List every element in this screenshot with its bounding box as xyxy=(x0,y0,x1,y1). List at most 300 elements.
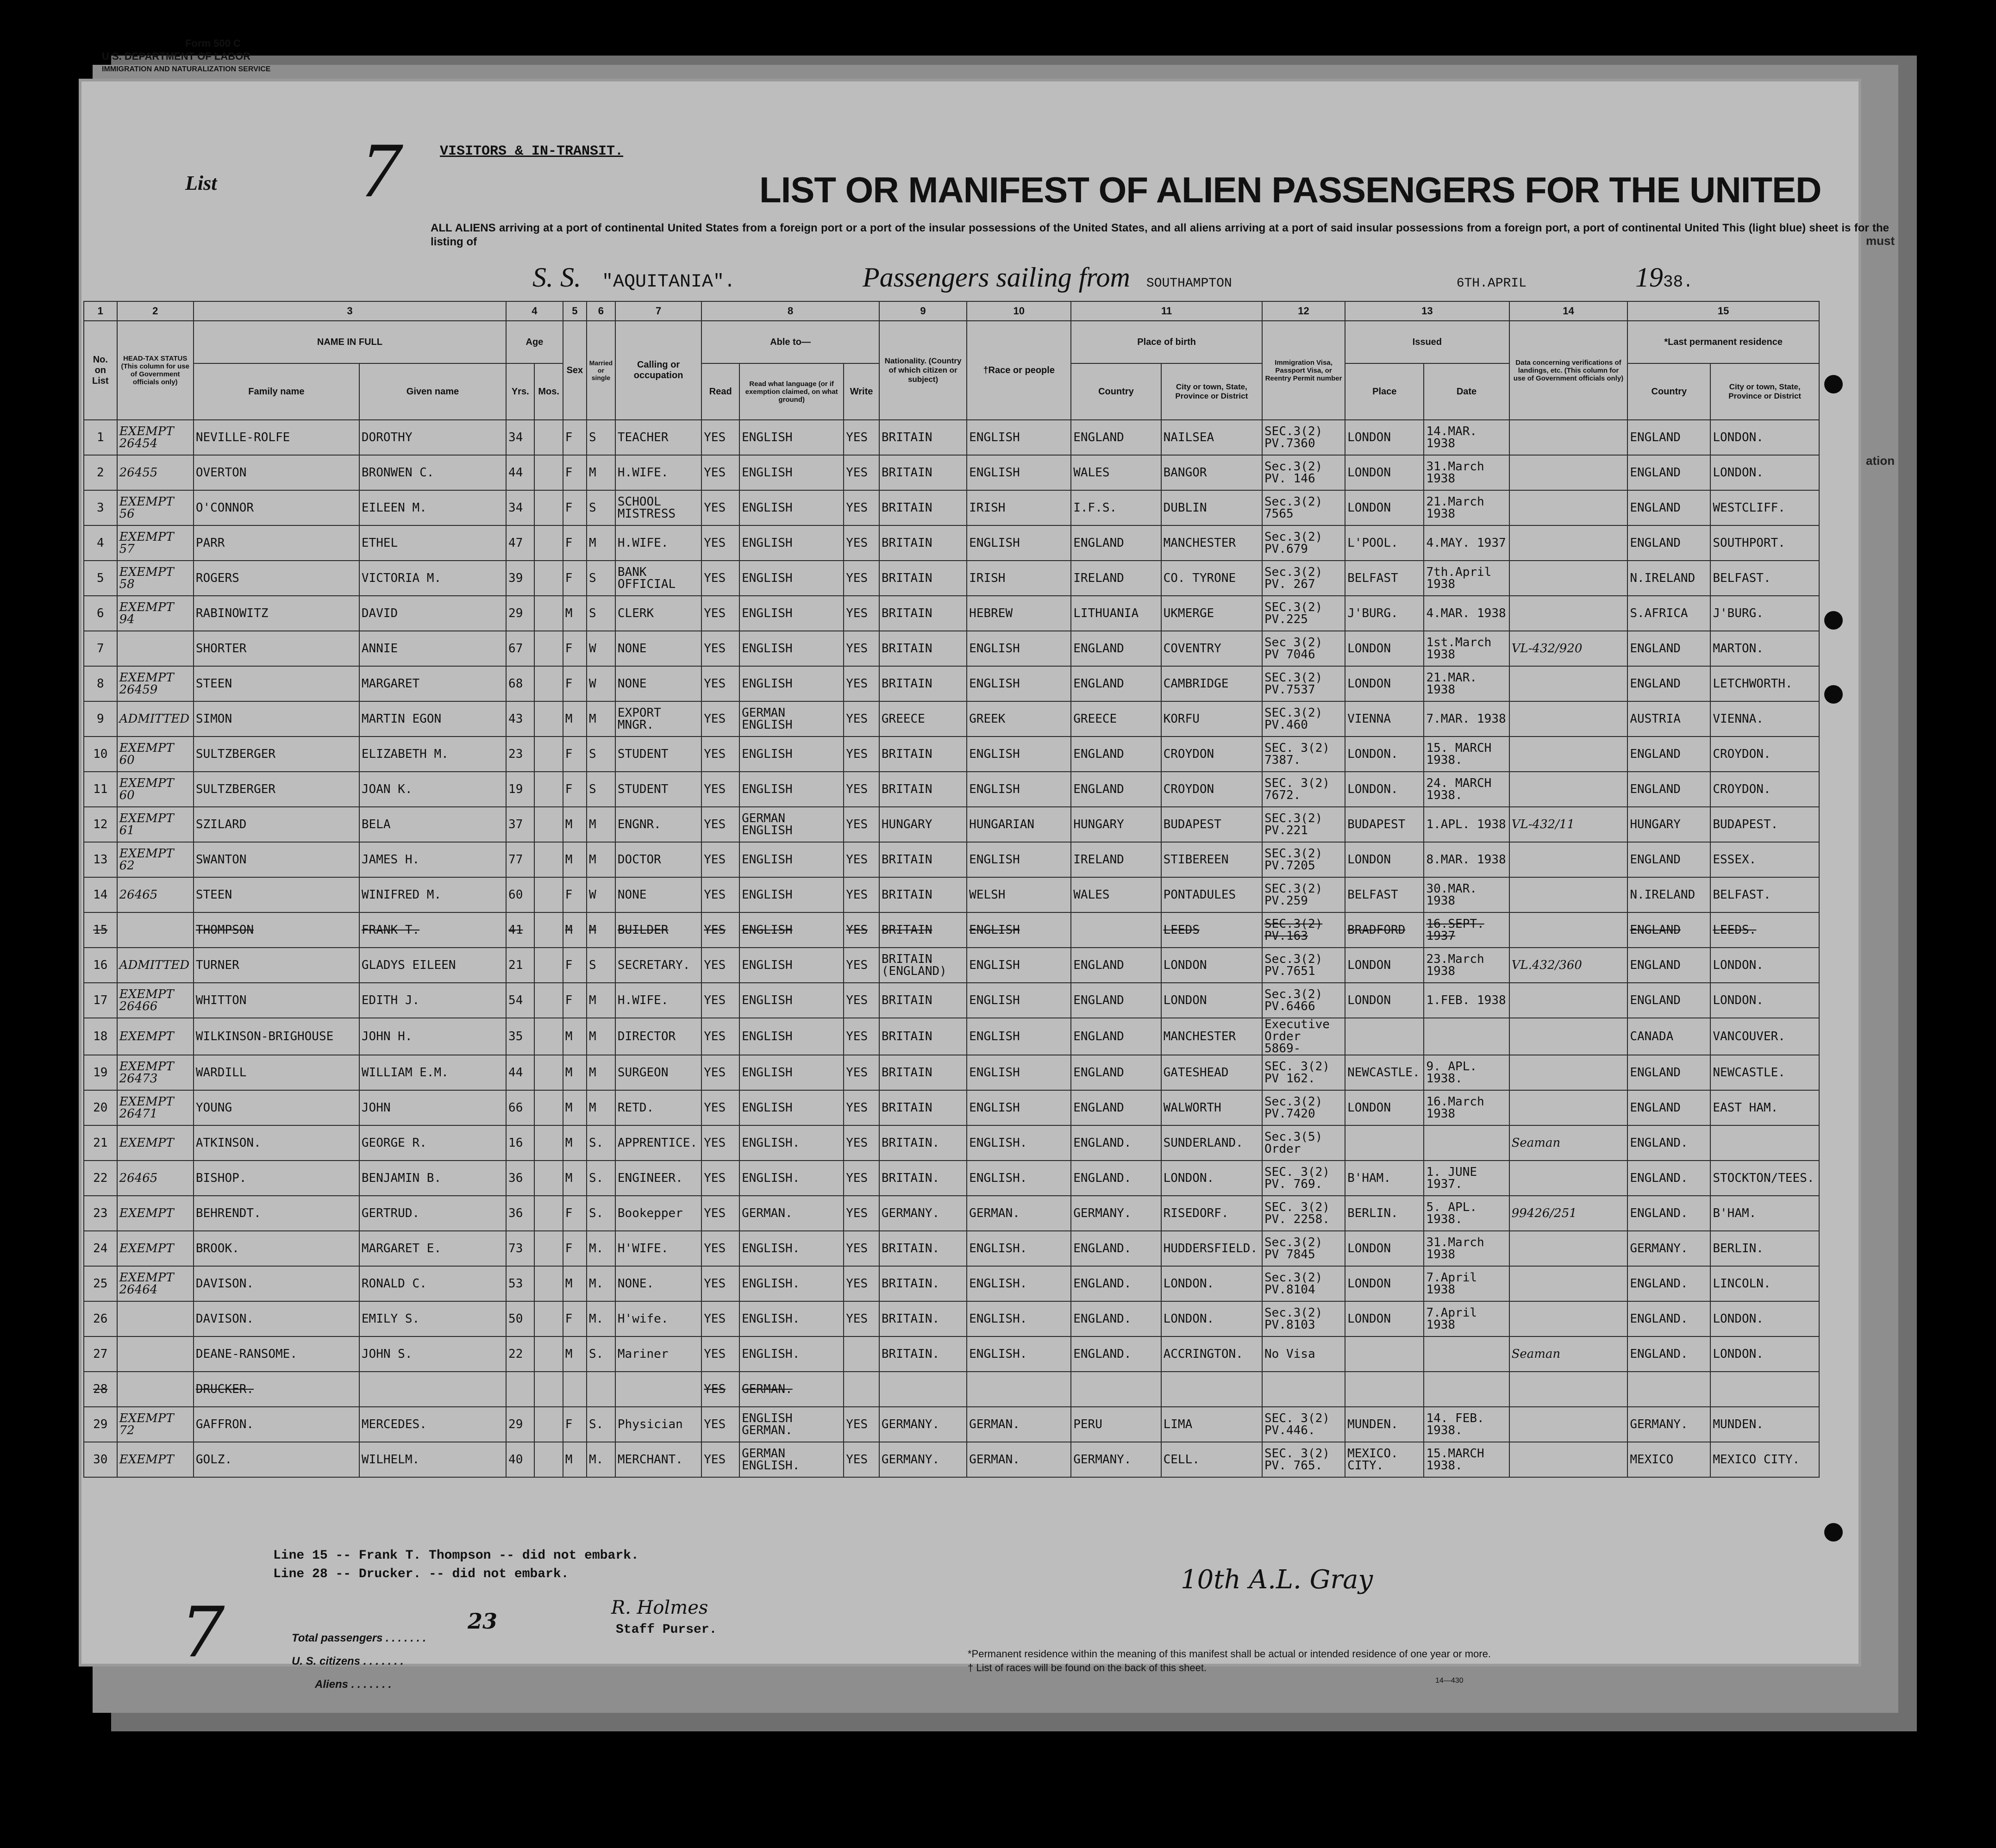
head-tax-status: EXEMPT 26459 xyxy=(117,666,194,701)
race: ENGLISH. xyxy=(967,1161,1071,1196)
birth-country xyxy=(1071,912,1161,948)
birth-city: UKMERGE xyxy=(1161,596,1262,631)
table-row xyxy=(84,1407,1819,1442)
issued-place xyxy=(1345,1372,1424,1407)
col-calling: Calling or occupation xyxy=(615,321,701,420)
verification xyxy=(1509,912,1628,948)
birth-country: GERMANY. xyxy=(1071,1196,1161,1231)
can-write: YES xyxy=(844,737,879,772)
can-read: YES xyxy=(701,525,739,561)
issued-date: 15. MARCH 1938. xyxy=(1424,737,1509,772)
marital-status: S. xyxy=(587,1336,615,1372)
nationality: BRITAIN xyxy=(879,983,967,1018)
issued-date: 7.April 1938 xyxy=(1424,1266,1509,1301)
visa-number: Sec.3(2) PV 7845 xyxy=(1262,1231,1345,1266)
given-name: WILHELM. xyxy=(359,1442,506,1477)
birth-city: GATESHEAD xyxy=(1161,1055,1262,1090)
sex: F xyxy=(563,737,587,772)
visa-number: SEC.3(2) PV.225 xyxy=(1262,596,1345,631)
can-read: YES xyxy=(701,561,739,596)
age-months xyxy=(534,1442,563,1477)
column-number: 15 xyxy=(1627,301,1819,321)
age-years: 34 xyxy=(506,420,534,455)
col-head-tax: HEAD-TAX STATUS (This column for use of Government officials only) xyxy=(117,321,194,420)
visa-number: SEC. 3(2) PV 162. xyxy=(1262,1055,1345,1090)
residence-country: S.AFRICA xyxy=(1627,596,1710,631)
verification: VL-432/920 xyxy=(1509,631,1628,666)
age-years: 44 xyxy=(506,1055,534,1090)
table-row xyxy=(84,561,1819,596)
residence-country: ENGLAND xyxy=(1627,525,1710,561)
read-language: ENGLISH xyxy=(739,737,844,772)
birth-country: LITHUANIA xyxy=(1071,596,1161,631)
age-months xyxy=(534,877,563,912)
issued-place: LONDON xyxy=(1345,631,1424,666)
birth-country: WALES xyxy=(1071,877,1161,912)
verification xyxy=(1509,1231,1628,1266)
race: ENGLISH xyxy=(967,948,1071,983)
can-write: YES xyxy=(844,525,879,561)
given-name: MARGARET xyxy=(359,666,506,701)
visa-number: SEC.3(2) PV.221 xyxy=(1262,807,1345,842)
visa-number: Executive Order 5869- xyxy=(1262,1018,1345,1055)
visa-number: SEC.3(2) PV.259 xyxy=(1262,877,1345,912)
occupation: Mariner xyxy=(615,1336,701,1372)
family-name: GAFFRON. xyxy=(194,1407,359,1442)
issued-place: L'POOL. xyxy=(1345,525,1424,561)
service: IMMIGRATION AND NATURALIZATION SERVICE xyxy=(102,65,271,73)
can-read: YES xyxy=(701,701,739,737)
birth-city xyxy=(1161,1372,1262,1407)
age-years: 37 xyxy=(506,807,534,842)
issued-place: LONDON xyxy=(1345,948,1424,983)
race: ENGLISH xyxy=(967,455,1071,490)
verification xyxy=(1509,666,1628,701)
can-read: YES xyxy=(701,1018,739,1055)
nationality: BRITAIN xyxy=(879,561,967,596)
issued-date: 1st.March 1938 xyxy=(1424,631,1509,666)
issued-place: BRADFORD xyxy=(1345,912,1424,948)
occupation: SURGEON xyxy=(615,1055,701,1090)
table-row xyxy=(84,455,1819,490)
form-code: 14—430 xyxy=(1435,1677,1464,1685)
birth-country: ENGLAND xyxy=(1071,525,1161,561)
birth-country: IRELAND xyxy=(1071,561,1161,596)
family-name: RABINOWITZ xyxy=(194,596,359,631)
line-number: 11 xyxy=(84,772,117,807)
signature: 10th A.L. Gray xyxy=(1181,1565,1373,1595)
residence-country: ENGLAND xyxy=(1627,842,1710,877)
issued-date: 4.MAY. 1937 xyxy=(1424,525,1509,561)
head-tax-status: EXEMPT 26471 xyxy=(117,1090,194,1125)
can-read: YES xyxy=(701,1442,739,1477)
marital-status: S xyxy=(587,420,615,455)
sex: M xyxy=(563,701,587,737)
marital-status: W xyxy=(587,666,615,701)
visa-number: Sec 3(2) PV 7046 xyxy=(1262,631,1345,666)
column-number: 13 xyxy=(1345,301,1509,321)
read-language: ENGLISH xyxy=(739,631,844,666)
age-years: 73 xyxy=(506,1231,534,1266)
marital-status: S xyxy=(587,596,615,631)
col-family: Family name xyxy=(194,363,359,420)
table-row xyxy=(84,1090,1819,1125)
birth-city: CO. TYRONE xyxy=(1161,561,1262,596)
read-language: ENGLISH. xyxy=(739,1125,844,1161)
residence-country: ENGLAND xyxy=(1627,1090,1710,1125)
list-type: VISITORS & IN-TRANSIT. xyxy=(440,144,624,159)
race: ENGLISH xyxy=(967,737,1071,772)
line-number: 27 xyxy=(84,1336,117,1372)
sex: F xyxy=(563,525,587,561)
column-number: 2 xyxy=(117,301,194,321)
age-months xyxy=(534,1336,563,1372)
col-residence: *Last permanent residence xyxy=(1627,321,1819,363)
line-number: 20 xyxy=(84,1090,117,1125)
line-number: 12 xyxy=(84,807,117,842)
col-married: Married or single xyxy=(587,321,615,420)
head-tax-status xyxy=(117,912,194,948)
given-name: WINIFRED M. xyxy=(359,877,506,912)
nationality: BRITAIN. xyxy=(879,1231,967,1266)
birth-city: BANGOR xyxy=(1161,455,1262,490)
family-name: TURNER xyxy=(194,948,359,983)
marital-status: M. xyxy=(587,1231,615,1266)
sex: M xyxy=(563,596,587,631)
visa-number: SEC. 3(2) PV. 2258. xyxy=(1262,1196,1345,1231)
residence-country: ENGLAND xyxy=(1627,420,1710,455)
aliens-label: Aliens . . . . . . . xyxy=(315,1678,392,1691)
birth-country: IRELAND xyxy=(1071,842,1161,877)
age-years: 22 xyxy=(506,1336,534,1372)
age-months xyxy=(534,1231,563,1266)
race: ENGLISH xyxy=(967,420,1071,455)
ship-prefix: S. S. xyxy=(532,262,581,293)
family-name: BISHOP. xyxy=(194,1161,359,1196)
column-number: 12 xyxy=(1262,301,1345,321)
age-years: 34 xyxy=(506,490,534,525)
issued-date xyxy=(1424,1336,1509,1372)
age-years: 44 xyxy=(506,455,534,490)
occupation: MERCHANT. xyxy=(615,1442,701,1477)
table-row xyxy=(84,1442,1819,1477)
can-read: YES xyxy=(701,1266,739,1301)
verification xyxy=(1509,1018,1628,1055)
age-years: 29 xyxy=(506,596,534,631)
birth-city: LEEDS xyxy=(1161,912,1262,948)
can-write: YES xyxy=(844,1266,879,1301)
read-language: GERMAN. xyxy=(739,1196,844,1231)
visa-number: Sec.3(2) PV.7420 xyxy=(1262,1090,1345,1125)
occupation: TEACHER xyxy=(615,420,701,455)
list-label: List xyxy=(185,172,217,194)
sex: F xyxy=(563,983,587,1018)
given-name: FRANK T. xyxy=(359,912,506,948)
col-read: Read xyxy=(701,363,739,420)
table-row xyxy=(84,737,1819,772)
issued-date: 30.MAR. 1938 xyxy=(1424,877,1509,912)
margin-word-ation: ation xyxy=(1866,454,1895,468)
can-read: YES xyxy=(701,1196,739,1231)
age-years: 36 xyxy=(506,1161,534,1196)
nationality: HUNGARY xyxy=(879,807,967,842)
family-name: SWANTON xyxy=(194,842,359,877)
family-name: SULTZBERGER xyxy=(194,772,359,807)
marital-status: M. xyxy=(587,1266,615,1301)
visa-number: Sec.3(2) PV.6466 xyxy=(1262,983,1345,1018)
birth-country: ENGLAND. xyxy=(1071,1125,1161,1161)
visa-number: SEC.3(2) PV.7205 xyxy=(1262,842,1345,877)
line-number: 21 xyxy=(84,1125,117,1161)
birth-country: ENGLAND xyxy=(1071,1055,1161,1090)
sex: M xyxy=(563,807,587,842)
can-read: YES xyxy=(701,1125,739,1161)
col-birth-city: City or town, State, Province or District xyxy=(1161,363,1262,420)
line-number: 18 xyxy=(84,1018,117,1055)
can-write: YES xyxy=(844,631,879,666)
residence-city: CROYDON. xyxy=(1710,772,1819,807)
residence-city: BELFAST. xyxy=(1710,877,1819,912)
family-name: ATKINSON. xyxy=(194,1125,359,1161)
line-number: 26 xyxy=(84,1301,117,1336)
residence-country: ENGLAND xyxy=(1627,666,1710,701)
line-number: 7 xyxy=(84,631,117,666)
nationality: BRITAIN xyxy=(879,666,967,701)
occupation: BANK OFFICIAL xyxy=(615,561,701,596)
sex: M xyxy=(563,1018,587,1055)
line-number: 9 xyxy=(84,701,117,737)
issued-place: LONDON xyxy=(1345,1090,1424,1125)
birth-country: ENGLAND xyxy=(1071,666,1161,701)
age-months xyxy=(534,912,563,948)
race: GERMAN. xyxy=(967,1196,1071,1231)
given-name: MARTIN EGON xyxy=(359,701,506,737)
occupation: BUILDER xyxy=(615,912,701,948)
issued-place: NEWCASTLE. xyxy=(1345,1055,1424,1090)
residence-city xyxy=(1710,1372,1819,1407)
race: ENGLISH. xyxy=(967,1336,1071,1372)
visa-number: SEC. 3(2) PV. 765. xyxy=(1262,1442,1345,1477)
line-number: 30 xyxy=(84,1442,117,1477)
can-write: YES xyxy=(844,1231,879,1266)
race: ENGLISH xyxy=(967,631,1071,666)
can-write: YES xyxy=(844,1442,879,1477)
can-read: YES xyxy=(701,912,739,948)
line-number: 8 xyxy=(84,666,117,701)
ship-name: "AQUITANIA". xyxy=(602,272,736,293)
sex: F xyxy=(563,1231,587,1266)
occupation: ENGNR. xyxy=(615,807,701,842)
age-months xyxy=(534,1161,563,1196)
race xyxy=(967,1372,1071,1407)
residence-country: ENGLAND xyxy=(1627,983,1710,1018)
issued-place xyxy=(1345,1018,1424,1055)
col-able: Able to— xyxy=(701,321,879,363)
read-language: ENGLISH. xyxy=(739,1231,844,1266)
can-write xyxy=(844,1372,879,1407)
line-number: 28 xyxy=(84,1372,117,1407)
read-language: ENGLISH. xyxy=(739,1266,844,1301)
race: ENGLISH xyxy=(967,525,1071,561)
residence-city: BELFAST. xyxy=(1710,561,1819,596)
family-name: STEEN xyxy=(194,666,359,701)
line-number: 29 xyxy=(84,1407,117,1442)
occupation: H.WIFE. xyxy=(615,983,701,1018)
occupation: H'WIFE. xyxy=(615,1231,701,1266)
table-row xyxy=(84,912,1819,948)
marital-status: S xyxy=(587,561,615,596)
sex: F xyxy=(563,490,587,525)
residence-city: MARTON. xyxy=(1710,631,1819,666)
sex: F xyxy=(563,631,587,666)
race: ENGLISH xyxy=(967,772,1071,807)
issued-place: LONDON xyxy=(1345,1231,1424,1266)
nationality: GERMANY. xyxy=(879,1196,967,1231)
age-months xyxy=(534,490,563,525)
visa-number: SEC.3(2) PV.460 xyxy=(1262,701,1345,737)
head-tax-status xyxy=(117,1372,194,1407)
birth-city: LONDON. xyxy=(1161,1266,1262,1301)
residence-country: ENGLAND. xyxy=(1627,1161,1710,1196)
line-number: 19 xyxy=(84,1055,117,1090)
given-name: MARGARET E. xyxy=(359,1231,506,1266)
age-months xyxy=(534,842,563,877)
can-write: YES xyxy=(844,912,879,948)
column-number: 14 xyxy=(1509,301,1628,321)
residence-city: B'HAM. xyxy=(1710,1196,1819,1231)
read-language: ENGLISH xyxy=(739,912,844,948)
line-number: 3 xyxy=(84,490,117,525)
occupation: NONE xyxy=(615,877,701,912)
sex: M xyxy=(563,1125,587,1161)
given-name: VICTORIA M. xyxy=(359,561,506,596)
residence-city: NEWCASTLE. xyxy=(1710,1055,1819,1090)
head-tax-status: EXEMPT 72 xyxy=(117,1407,194,1442)
marital-status: M xyxy=(587,912,615,948)
marital-status: M xyxy=(587,1090,615,1125)
birth-country: ENGLAND xyxy=(1071,983,1161,1018)
col-sex: Sex xyxy=(563,321,587,420)
head-tax-status: EXEMPT 61 xyxy=(117,807,194,842)
table-row xyxy=(84,631,1819,666)
can-write: YES xyxy=(844,1407,879,1442)
age-years: 16 xyxy=(506,1125,534,1161)
marital-status: S. xyxy=(587,1161,615,1196)
sex: F xyxy=(563,420,587,455)
read-language: GERMAN ENGLISH xyxy=(739,701,844,737)
birth-country: GREECE xyxy=(1071,701,1161,737)
read-language: ENGLISH xyxy=(739,490,844,525)
age-months xyxy=(534,1055,563,1090)
occupation: SCHOOL MISTRESS xyxy=(615,490,701,525)
can-read: YES xyxy=(701,455,739,490)
can-write: YES xyxy=(844,1301,879,1336)
can-write: YES xyxy=(844,666,879,701)
family-name: WARDILL xyxy=(194,1055,359,1090)
visa-number: SEC.3(2) PV.7360 xyxy=(1262,420,1345,455)
can-read: YES xyxy=(701,666,739,701)
family-name: GOLZ. xyxy=(194,1442,359,1477)
issued-date: 24. MARCH 1938. xyxy=(1424,772,1509,807)
occupation: NONE xyxy=(615,666,701,701)
col-issued: Issued xyxy=(1345,321,1509,363)
can-read: YES xyxy=(701,807,739,842)
sex: F xyxy=(563,877,587,912)
head-tax-status: EXEMPT xyxy=(117,1442,194,1477)
sex: F xyxy=(563,772,587,807)
age-years: 39 xyxy=(506,561,534,596)
line-number: 4 xyxy=(84,525,117,561)
residence-city: J'BURG. xyxy=(1710,596,1819,631)
residence-city: CROYDON. xyxy=(1710,737,1819,772)
can-write: YES xyxy=(844,420,879,455)
birth-city: CROYDON xyxy=(1161,772,1262,807)
age-years: 47 xyxy=(506,525,534,561)
age-years: 19 xyxy=(506,772,534,807)
family-name: DRUCKER. xyxy=(194,1372,359,1407)
can-write: YES xyxy=(844,455,879,490)
table-row xyxy=(84,420,1819,455)
age-years: 60 xyxy=(506,877,534,912)
sex: M xyxy=(563,1055,587,1090)
table-row xyxy=(84,1018,1819,1055)
verification xyxy=(1509,455,1628,490)
marital-status: S xyxy=(587,490,615,525)
head-tax-status: EXEMPT 60 xyxy=(117,772,194,807)
nationality xyxy=(879,1372,967,1407)
column-number: 5 xyxy=(563,301,587,321)
birth-country: ENGLAND. xyxy=(1071,1336,1161,1372)
family-name: WHITTON xyxy=(194,983,359,1018)
residence-city: VIENNA. xyxy=(1710,701,1819,737)
port: SOUTHAMPTON xyxy=(1146,276,1232,291)
nationality: BRITAIN xyxy=(879,1055,967,1090)
birth-city: CELL. xyxy=(1161,1442,1262,1477)
age-months xyxy=(534,1372,563,1407)
read-language: ENGLISH xyxy=(739,561,844,596)
read-language: GERMAN ENGLISH. xyxy=(739,1442,844,1477)
column-number-row xyxy=(84,301,1819,321)
issued-place: LONDON xyxy=(1345,1301,1424,1336)
birth-city: CAMBRIDGE xyxy=(1161,666,1262,701)
can-write xyxy=(844,1336,879,1372)
read-language: ENGLISH xyxy=(739,772,844,807)
age-years: 67 xyxy=(506,631,534,666)
race: ENGLISH xyxy=(967,1055,1071,1090)
head-tax-status: EXEMPT 58 xyxy=(117,561,194,596)
ship-line xyxy=(532,262,1693,293)
age-months xyxy=(534,455,563,490)
issued-place: LONDON. xyxy=(1345,737,1424,772)
age-months xyxy=(534,1196,563,1231)
table-row xyxy=(84,596,1819,631)
birth-country: PERU xyxy=(1071,1407,1161,1442)
read-language: ENGLISH xyxy=(739,596,844,631)
table-row xyxy=(84,1266,1819,1301)
age-months xyxy=(534,948,563,983)
age-months xyxy=(534,983,563,1018)
given-name: GERTRUD. xyxy=(359,1196,506,1231)
family-name: SHORTER xyxy=(194,631,359,666)
residence-country: AUSTRIA xyxy=(1627,701,1710,737)
issued-date: 7th.April 1938 xyxy=(1424,561,1509,596)
residence-city: LONDON. xyxy=(1710,420,1819,455)
age-months xyxy=(534,772,563,807)
col-name: NAME IN FULL xyxy=(194,321,506,363)
marital-status xyxy=(587,1372,615,1407)
nationality: BRITAIN xyxy=(879,842,967,877)
given-name: ANNIE xyxy=(359,631,506,666)
